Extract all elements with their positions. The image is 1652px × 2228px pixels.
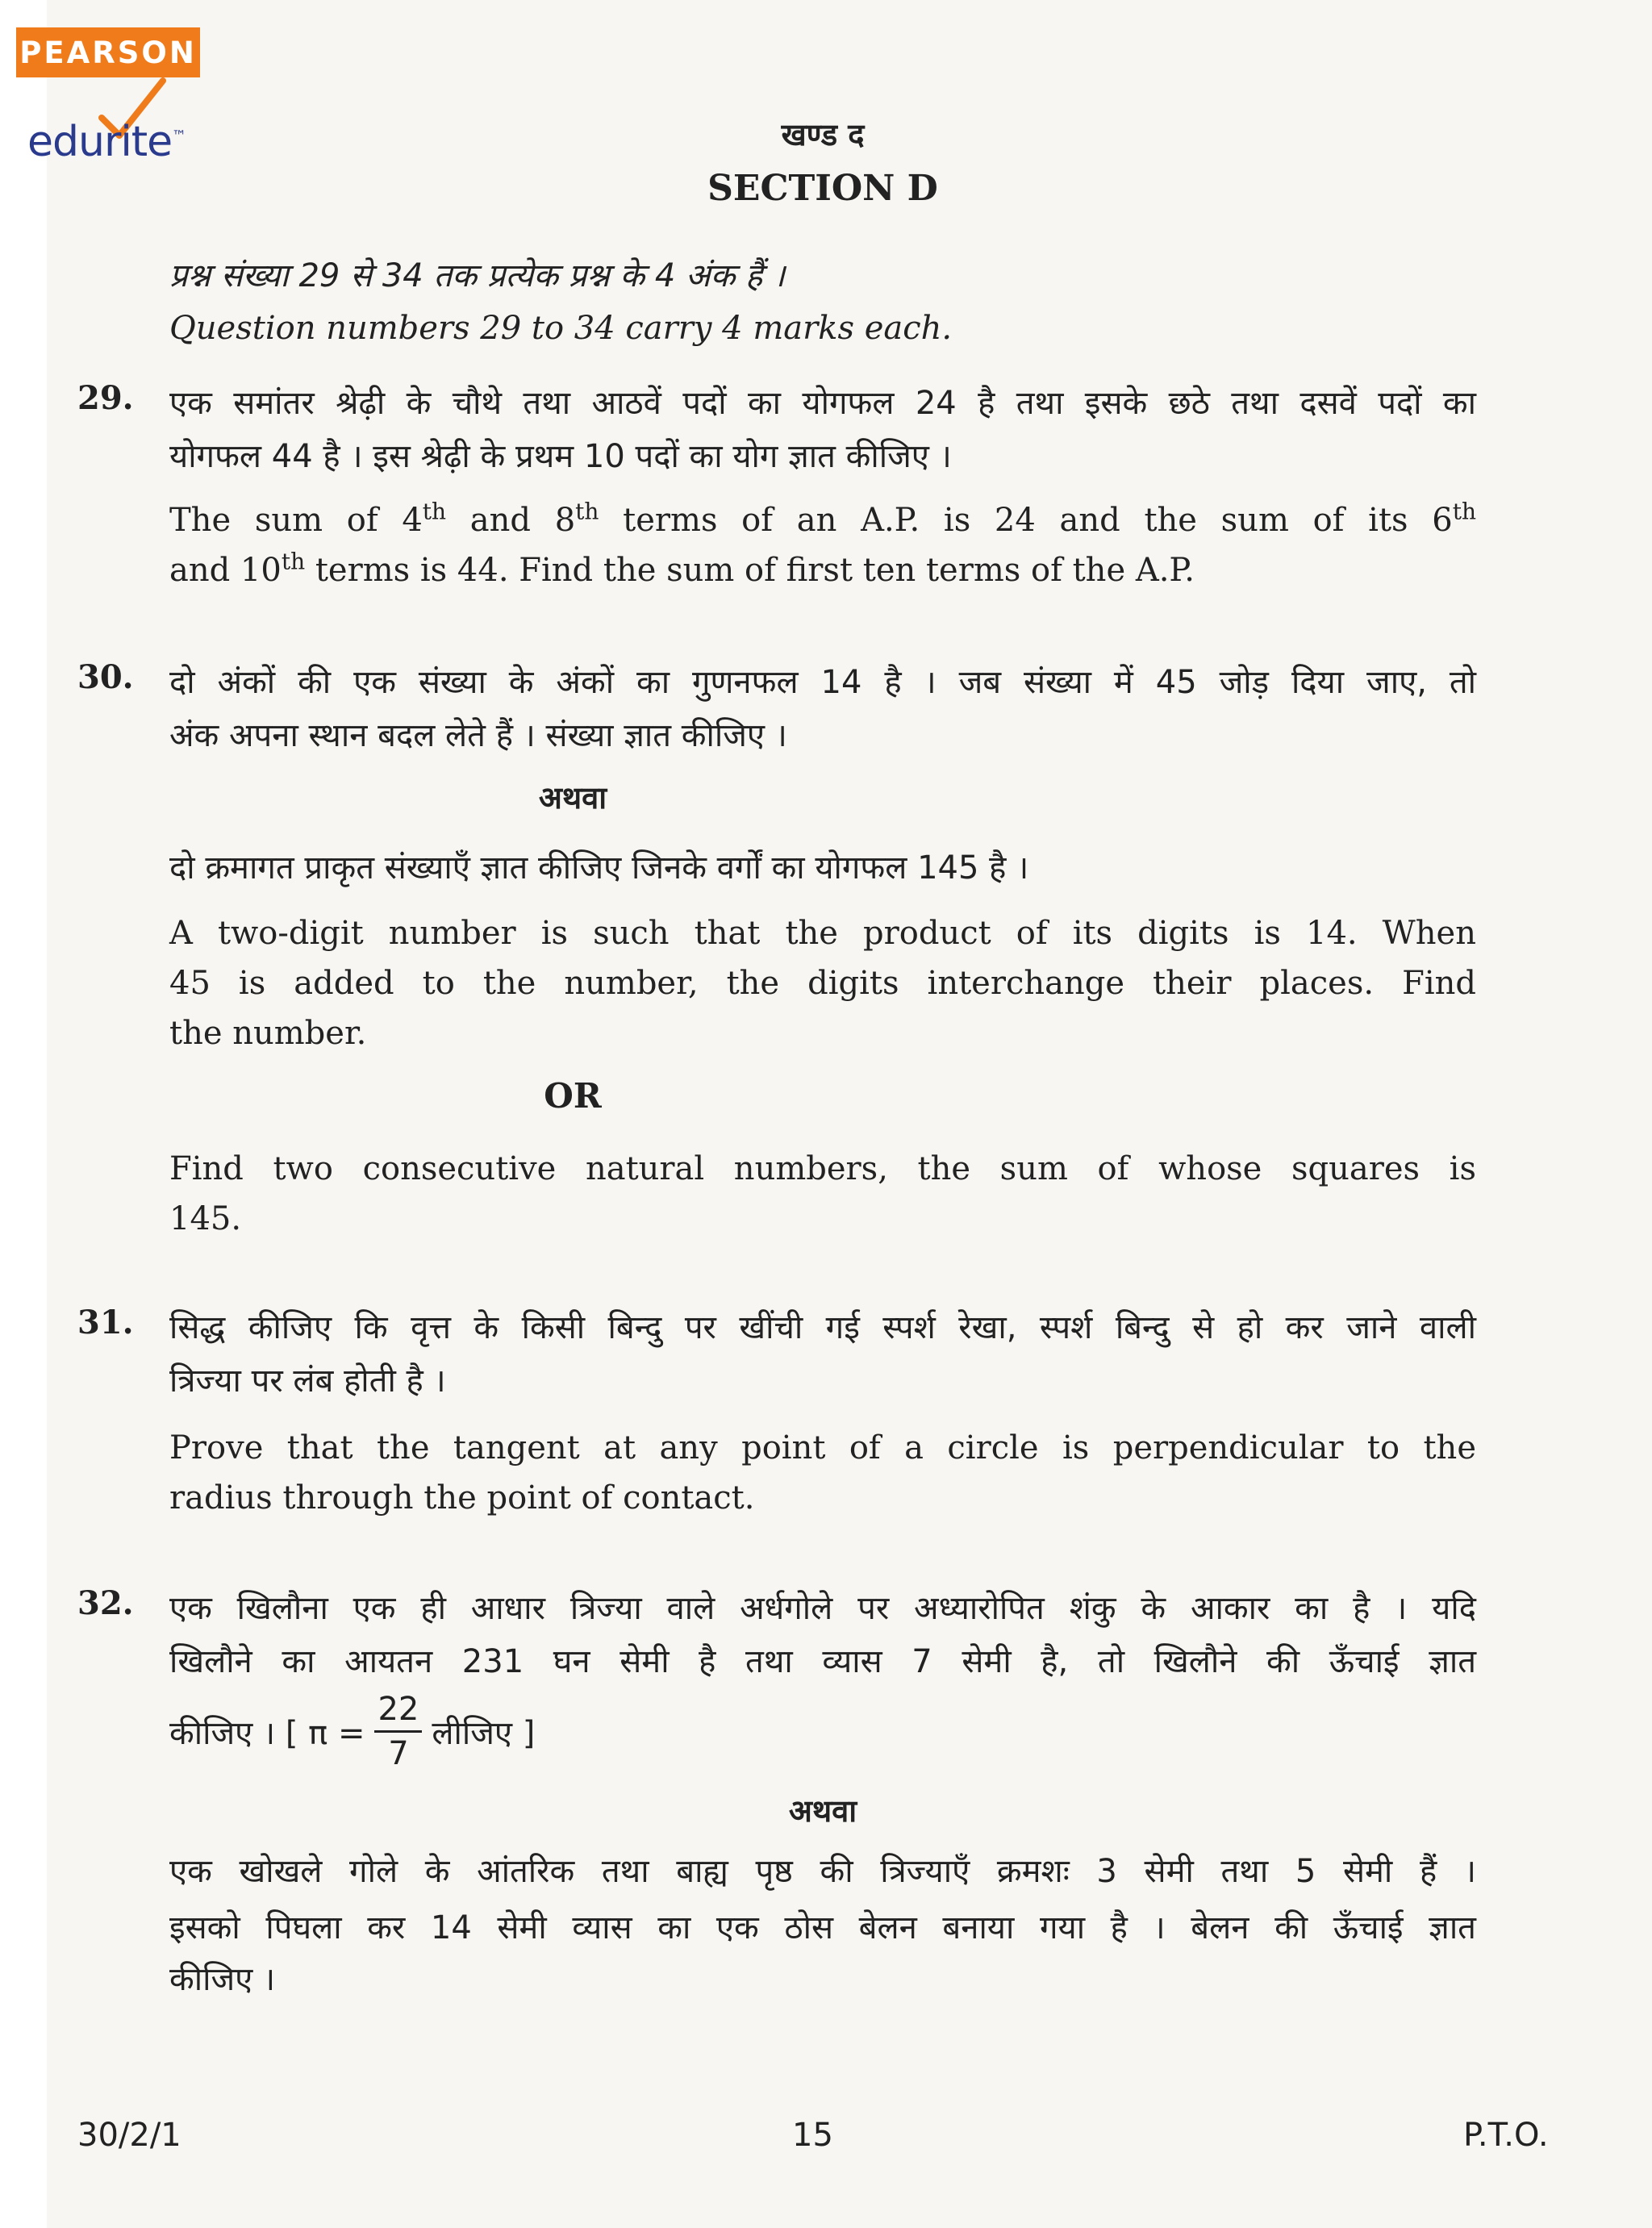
superscript: th [422, 498, 447, 525]
instructions-english: Question numbers 29 to 34 carry 4 marks each. [169, 310, 953, 347]
paper-code: 30/2/1 [77, 2117, 181, 2154]
question-32-hindi-line-1: एक खिलौना एक ही आधार त्रिज्या वाले अर्धगोले पर अध्यारोपित शंकु के आकार का है । यदि [169, 1590, 1476, 1627]
or-label-english: OR [544, 1076, 602, 1116]
question-30-hindi-line-2: अंक अपना स्थान बदल लेते हैं । संख्या ज्ञात कीजिए । [169, 717, 787, 754]
superscript: th [1452, 498, 1477, 525]
question-30-alt-english-line-1: Find two consecutive natural numbers, the sum of whose squares is [169, 1150, 1476, 1187]
question-30-english-line-3: the number. [169, 1015, 367, 1052]
superscript: th [281, 548, 306, 575]
question-32-alt-hindi-line-1: एक खोखले गोले के आंतरिक तथा बाह्य पृष्ठ की त्रिज्याएँ क्रमशः 3 सेमी तथा 5 सेमी हैं । [169, 1853, 1476, 1890]
superscript: th [575, 498, 599, 525]
text: लीजिए ] [432, 1714, 536, 1752]
fraction-denominator: 7 [388, 1734, 409, 1772]
text: terms of an A.P. is 24 and the sum of its 6 [599, 502, 1453, 539]
question-30-english-line-1: A two-digit number is such that the product of its digits is 14. When [169, 915, 1476, 952]
question-number: 29. [77, 379, 134, 417]
question-31-hindi-line-2: त्रिज्या पर लंब होती है । [169, 1362, 446, 1400]
text: कीजिए । [ π = [169, 1714, 365, 1752]
text: terms is 44. Find the sum of first ten terms of the A.P. [305, 552, 1195, 589]
question-30-alt-hindi: दो क्रमागत प्राकृत संख्याएँ ज्ञात कीजिए जिनके वर्गों का योगफल 145 है । [169, 849, 1029, 887]
question-31-english-line-1: Prove that the tangent at any point of a circle is perpendicular to the [169, 1429, 1476, 1467]
page-number: 15 [792, 2117, 833, 2154]
brand-tm: ™ [172, 127, 186, 145]
question-30-english-line-2: 45 is added to the number, the digits interchange their places. Find [169, 965, 1476, 1002]
question-32-hindi-line-2: खिलौने का आयतन 231 घन सेमी है तथा व्यास 7 सेमी है, तो खिलौने की ऊँचाई ज्ञात [169, 1643, 1476, 1680]
text: and 10 [169, 552, 282, 589]
or-label-hindi: अथवा [538, 780, 607, 816]
or-label-hindi: अथवा [788, 1793, 857, 1829]
fraction-numerator: 22 [374, 1688, 422, 1733]
section-title-hindi: खण्ड द [781, 117, 865, 152]
fraction [374, 1688, 422, 1775]
edurite-logo [27, 118, 186, 166]
brand-name: edurite [27, 118, 173, 166]
question-29-english-line-1 [169, 498, 1477, 539]
question-31-hindi-line-1: सिद्ध कीजिए कि वृत्त के किसी बिन्दु पर खींची गई स्पर्श रेखा, स्पर्श बिन्दु से हो कर जाने वाली [169, 1309, 1476, 1346]
question-number: 30. [77, 658, 134, 696]
question-32-alt-hindi-line-2: इसको पिघला कर 14 सेमी व्यास का एक ठोस बेलन बनाया गया है । बेलन की ऊँचाई ज्ञात [169, 1909, 1476, 1946]
pto-label: P.T.O. [1463, 2117, 1549, 2154]
question-30-alt-english-line-2: 145. [169, 1200, 242, 1237]
section-title-english: SECTION D [707, 168, 938, 209]
question-31-english-line-2: radius through the point of contact. [169, 1479, 755, 1517]
text: and 8 [446, 502, 576, 539]
question-32-hindi-line-3 [169, 1683, 535, 1779]
pearson-logo: PEARSON [16, 27, 200, 77]
question-number: 31. [77, 1304, 134, 1341]
question-29-hindi-line-1: एक समांतर श्रेढ़ी के चौथे तथा आठवें पदों का योगफल 24 है तथा इसके छठे तथा दसवें पदों का [169, 385, 1476, 422]
text: The sum of 4 [169, 502, 423, 539]
question-32-alt-hindi-line-3: कीजिए । [169, 1961, 276, 1998]
question-29-english-line-2 [169, 548, 1476, 589]
question-number: 32. [77, 1584, 134, 1622]
question-30-hindi-line-1: दो अंकों की एक संख्या के अंकों का गुणनफल 14 है । जब संख्या में 45 जोड़ दिया जाए, तो [169, 664, 1476, 701]
instructions-hindi: प्रश्न संख्या 29 से 34 तक प्रत्येक प्रश्न के 4 अंक हैं । [169, 257, 786, 294]
question-29-hindi-line-2: योगफल 44 है । इस श्रेढ़ी के प्रथम 10 पदों का योग ज्ञात कीजिए । [169, 438, 952, 475]
scan-margin [0, 0, 47, 2228]
